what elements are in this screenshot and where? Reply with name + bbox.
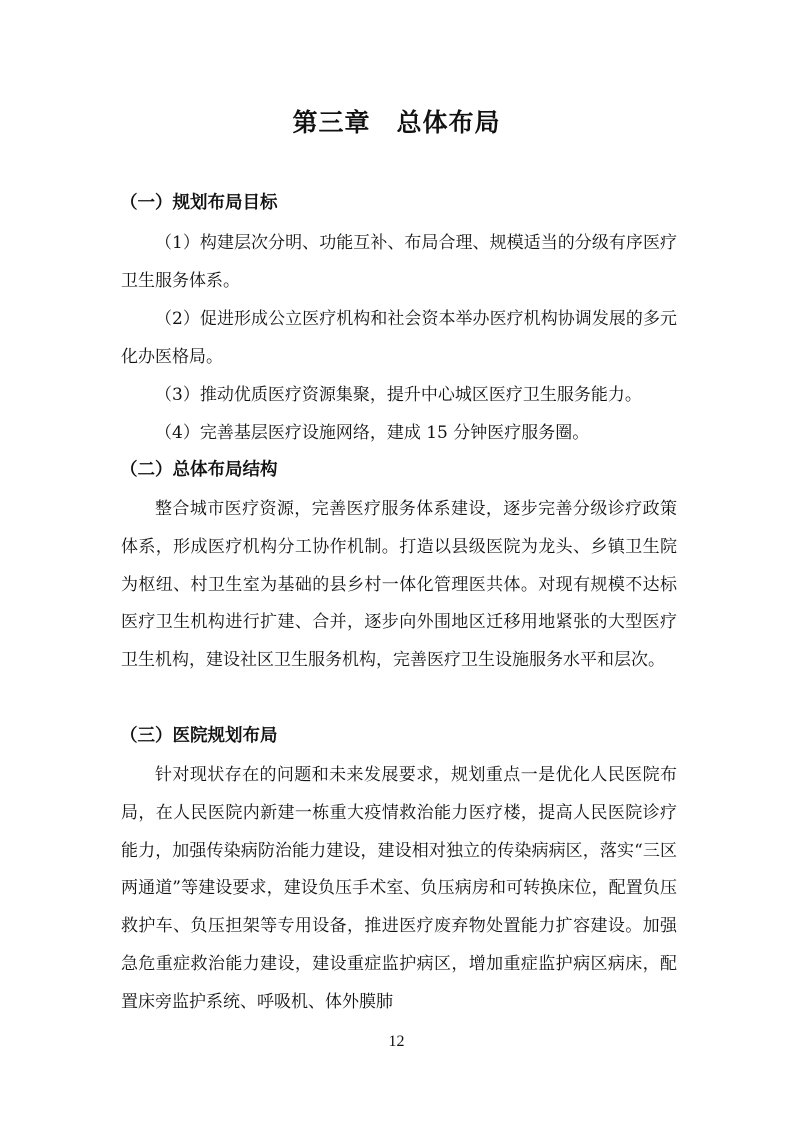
goal-paragraph-3: （3）推动优质医疗资源集聚，提升中心城区医疗卫生服务能力。 [155, 385, 642, 405]
section-heading-hospital-layout: （三）医院规划布局 [120, 726, 278, 746]
structure-paragraph: 整合城市医疗资源，完善医疗服务体系建设，逐步完善分级诊疗政策体系，形成医疗机构分工协作机制。打造以县级医院为龙头、乡镇卫生院为枢纽、村卫生室为基础的县乡村一体化管理医共体。对现有规模不达标医疗卫生机构进行扩建、合并，逐步向外围地区迁移用地紧张的大型医疗卫生机构，建设社区卫生服务机构，完善医疗卫生设施服务水平和层次。 [121, 499, 677, 671]
section-heading-planning-goals: （一）规划布局目标 [120, 193, 278, 213]
section-heading-layout-structure: （二）总体布局结构 [120, 460, 278, 480]
goal-paragraph-4: （4）完善基层医疗设施网络，建成 15 分钟医疗服务圈。 [155, 423, 590, 443]
page-number: 12 [388, 1033, 405, 1050]
goal-paragraph-1: （1）构建层次分明、功能互补、布局合理、规模适当的分级有序医疗卫生服务体系。 [121, 233, 677, 291]
chapter-title: 第三章 总体布局 [292, 108, 501, 137]
hospital-paragraph: 针对现状存在的问题和未来发展要求，规划重点一是优化人民医院布局，在人民医院内新建一栋重大疫情救治能力医疗楼，提高人民医院诊疗能力，加强传染病防治能力建设，建设相对独立的传染病病区，落实“三区两通道”等建设要求，建设负压手术室、负压病房和可转换床位，配置负压救护车、负压担架等专用设备，推进医疗废弃物处置能力扩容建设。加强急危重症救治能力建设，建设重症监护病区，增加重症监护病区病床，配置床旁监护系统、呼吸机、体外膜肺 [121, 765, 677, 1012]
goal-paragraph-2: （2）促进形成公立医疗机构和社会资本举办医疗机构协调发展的多元化办医格局。 [121, 309, 677, 367]
